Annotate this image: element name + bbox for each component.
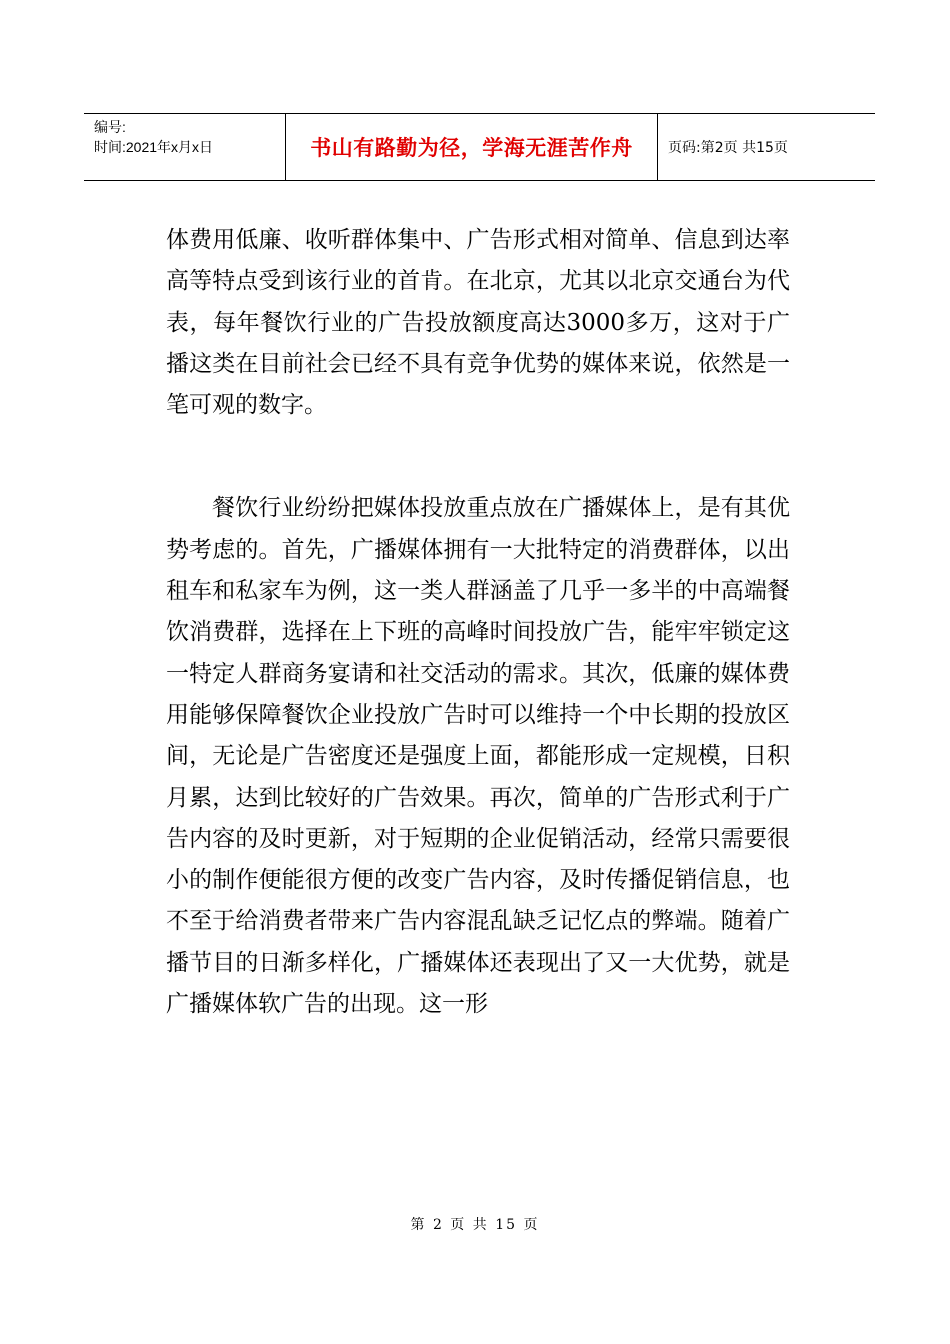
header-meta-cell	[84, 114, 286, 180]
body-paragraph-1: 体费用低廉、收听群体集中、广告形式相对简单、信息到达率高等特点受到该行业的首肯。在北京，尤其以北京交通台为代表，每年餐饮行业的广告投放额度高达3000多万，这对于广播这类在目前社会已经不具有竞争优势的媒体来说，依然是一笔可观的数字。	[166, 227, 790, 419]
body-paragraph-2: 餐饮行业纷纷把媒体投放重点放在广播媒体上，是有其优势考虑的。首先，广播媒体拥有一大批特定的消费群体，以出租车和私家车为例，这一类人群涵盖了几乎一多半的中高端餐饮消费群，选择在上下班的高峰时间投放广告，能牢牢锁定这一特定人群商务宴请和社交活动的需求。其次，低廉的媒体费用能够保障餐饮企业投放广告时可以维持一个中长期的投放区间，无论是广告密度还是强度上面，都能形成一定规模，日积月累，达到比较好的广告效果。再次，简单的广告形式利于广告内容的及时更新，对于短期的企业促销活动，经常只需要很小的制作便能很方便的改变广告内容，及时传播促销信息，也不至于给消费者带来广告内容混乱缺乏记忆点的弊端。随着广播节目的日渐多样化，广播媒体还表现出了又一大优势，就是广播媒体软广告的出现。这一形	[166, 495, 790, 1018]
page-footer: 第 2 页 共 15 页	[410, 1217, 540, 1233]
header-motto-cell	[286, 114, 658, 180]
page-header	[84, 113, 875, 181]
paragraph-spacer	[166, 426, 790, 488]
header-page-info: 页码:第2页 共15页	[668, 140, 788, 156]
document-body	[166, 220, 790, 1025]
header-page-cell	[658, 114, 875, 180]
document-time-label: 时间:2021年x月x日	[94, 139, 214, 155]
header-motto: 书山有路勤为径，学海无涯苦作舟	[310, 136, 633, 160]
document-number-label: 编号:	[94, 119, 126, 135]
